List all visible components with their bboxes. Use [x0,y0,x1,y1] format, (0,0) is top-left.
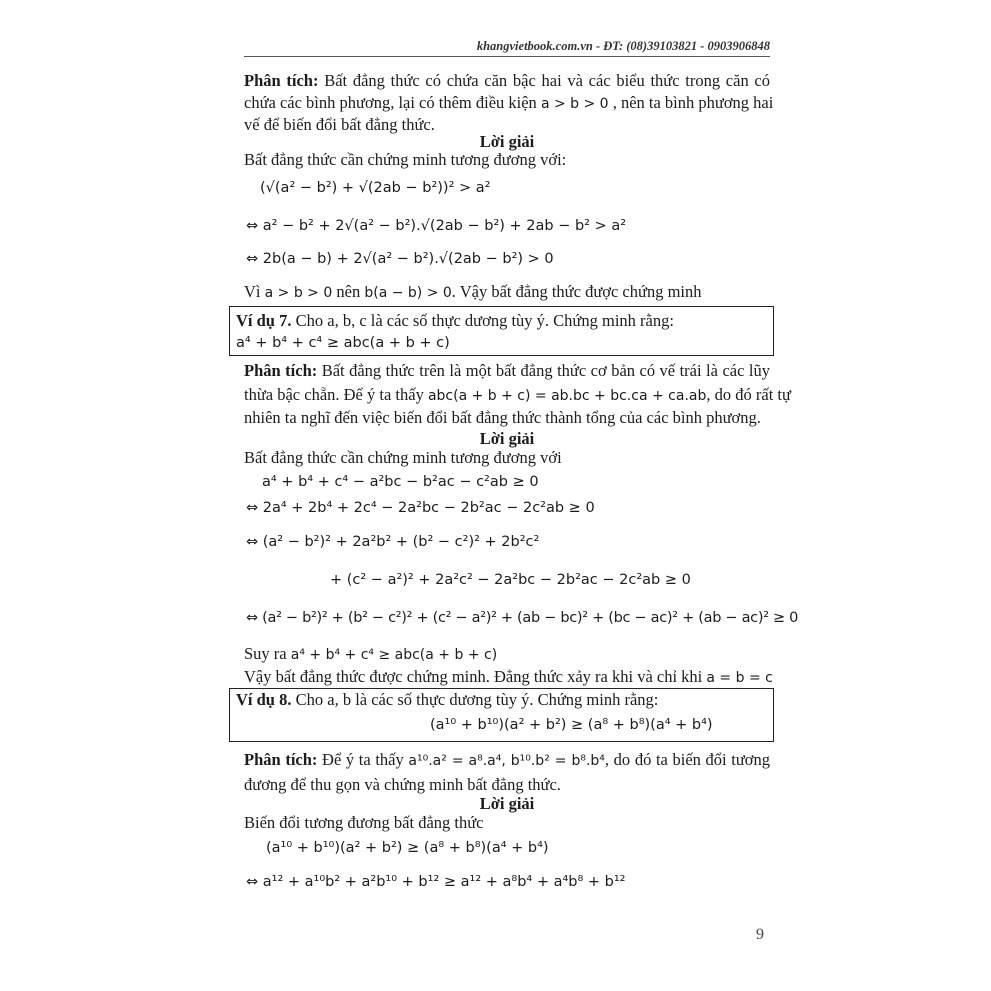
analysis-2-line-1 [244,360,770,382]
equation-2-1: a⁴ + b⁴ + c⁴ − a²bc − b²ac − c²ab ≥ 0 [262,474,539,490]
example-text: Cho a, b, c là các số thực dương tùy ý. Chứng minh rằng: [291,311,674,330]
inline-formula: abc(a + b + c) = ab.bc + bc.ca + ca.ab [427,388,707,404]
example-text: Cho a, b là các số thực dương tùy ý. Chứng minh rằng: [291,690,659,709]
analysis-text: Để ý ta thấy [317,750,404,769]
analysis-2-line-2 [244,384,791,407]
equation-1-1: (√(a² − b²) + √(2ab − b²))² > a² [260,180,491,196]
inline-formula: b(a − b) > 0 [364,285,452,301]
result-text: Suy ra [244,644,287,663]
example-7-statement [236,310,762,332]
inline-formula: a = b = c [706,670,773,686]
inline-formula: a⁴ + b⁴ + c⁴ ≥ abc(a + b + c) [290,647,498,663]
analysis-2-line-3: nhiên ta nghĩ đến việc biến đổi bất đẳng thức thành tổng của các bình phương. [244,408,761,427]
analysis-text: , do đó rất tự [706,385,791,404]
example-label: Ví dụ 7. [236,311,292,330]
equation-2-2: ⇔ 2a⁴ + 2b⁴ + 2c⁴ − 2a²bc − 2b²ac − 2c²ab ≥ 0 [246,500,595,516]
analysis-text: thừa bậc chẵn. Để ý ta thấy [244,385,424,404]
solution-2-result [244,643,770,666]
page-number: 9 [756,926,764,943]
example-8-formula: (a¹⁰ + b¹⁰)(a² + b²) ≥ (a⁸ + b⁸)(a⁴ + b⁴) [430,717,713,733]
solution-2-intro: Bất đẳng thức cần chứng minh tương đương với [244,448,562,467]
inline-formula: a > b > 0 [264,285,333,301]
solution-2-equality [244,666,773,689]
solution-title-2: Lời giải [479,429,535,448]
analysis-1-line-3: vế để biến đổi bất đẳng thức. [244,115,435,134]
solution-1-intro: Bất đẳng thức cần chứng minh tương đương với: [244,150,567,169]
equation-2-4: + (c² − a²)² + 2a²c² − 2a²bc − 2b²ac − 2c²ab ≥ 0 [330,572,691,588]
equation-2-3: ⇔ (a² − b²)² + 2a²b² + (b² − c²)² + 2b²c² [246,534,540,550]
solution-3-intro: Biến đổi tương đương bất đẳng thức [244,813,484,832]
conclusion-text: nên [336,282,361,301]
analysis-text: Bất đẳng thức có chứa căn bậc hai và các biểu thức trong căn có [318,71,770,90]
analysis-3-line-2: đương để thu gọn và chứng minh bất đẳng thức. [244,775,561,794]
analysis-text: chứa các bình phương, lại có thêm điều kiện [244,93,537,112]
equation-3-2: ⇔ a¹² + a¹⁰b² + a²b¹⁰ + b¹² ≥ a¹² + a⁸b⁴ + a⁴b⁸ + b¹² [246,874,626,890]
analysis-label: Phân tích: [244,361,318,380]
equation-3-1: (a¹⁰ + b¹⁰)(a² + b²) ≥ (a⁸ + b⁸)(a⁴ + b⁴) [266,840,549,856]
example-7-formula: a⁴ + b⁴ + c⁴ ≥ abc(a + b + c) [236,335,450,351]
example-8-statement [236,689,762,711]
inline-formula: a¹⁰.a² = a⁸.a⁴, b¹⁰.b² = b⁸.b⁴ [408,753,605,769]
analysis-text: , nên ta bình phương hai [612,93,774,112]
equation-1-2: ⇔ a² − b² + 2√(a² − b²).√(2ab − b²) + 2ab − b² > a² [246,218,627,234]
example-label: Ví dụ 8. [236,690,292,709]
solution-1-conclusion [244,281,770,304]
analysis-text: Bất đẳng thức trên là một bất đẳng thức cơ bản có vế trái là các lũy [317,361,770,380]
equation-2-5: ⇔ (a² − b²)² + (b² − c²)² + (c² − a²)² + (ab − bc)² + (bc − ac)² + (ab − ac)² ≥ 0 [246,610,799,626]
page-header: khangvietbook.com.vn - ĐT: (08)39103821 - 0903906848 [244,39,770,57]
equation-1-3: ⇔ 2b(a − b) + 2√(a² − b²).√(2ab − b²) > 0 [246,251,554,267]
analysis-label: Phân tích: [244,71,319,90]
analysis-text: , do đó ta biến đổi tương [604,750,771,769]
solution-title-1: Lời giải [479,132,535,151]
equality-text: Vậy bất đẳng thức được chứng minh. Đẳng thức xảy ra khi và chỉ khi [244,667,703,686]
conclusion-text: . Vậy bất đẳng thức được chứng minh [451,282,702,301]
conclusion-text: Vì [244,282,261,301]
analysis-1-line-1 [244,70,770,92]
inline-formula: a > b > 0 [540,96,609,112]
analysis-label: Phân tích: [244,750,318,769]
solution-title-3: Lời giải [479,794,535,813]
analysis-1-line-2 [244,92,774,115]
analysis-3-line-1 [244,749,770,772]
